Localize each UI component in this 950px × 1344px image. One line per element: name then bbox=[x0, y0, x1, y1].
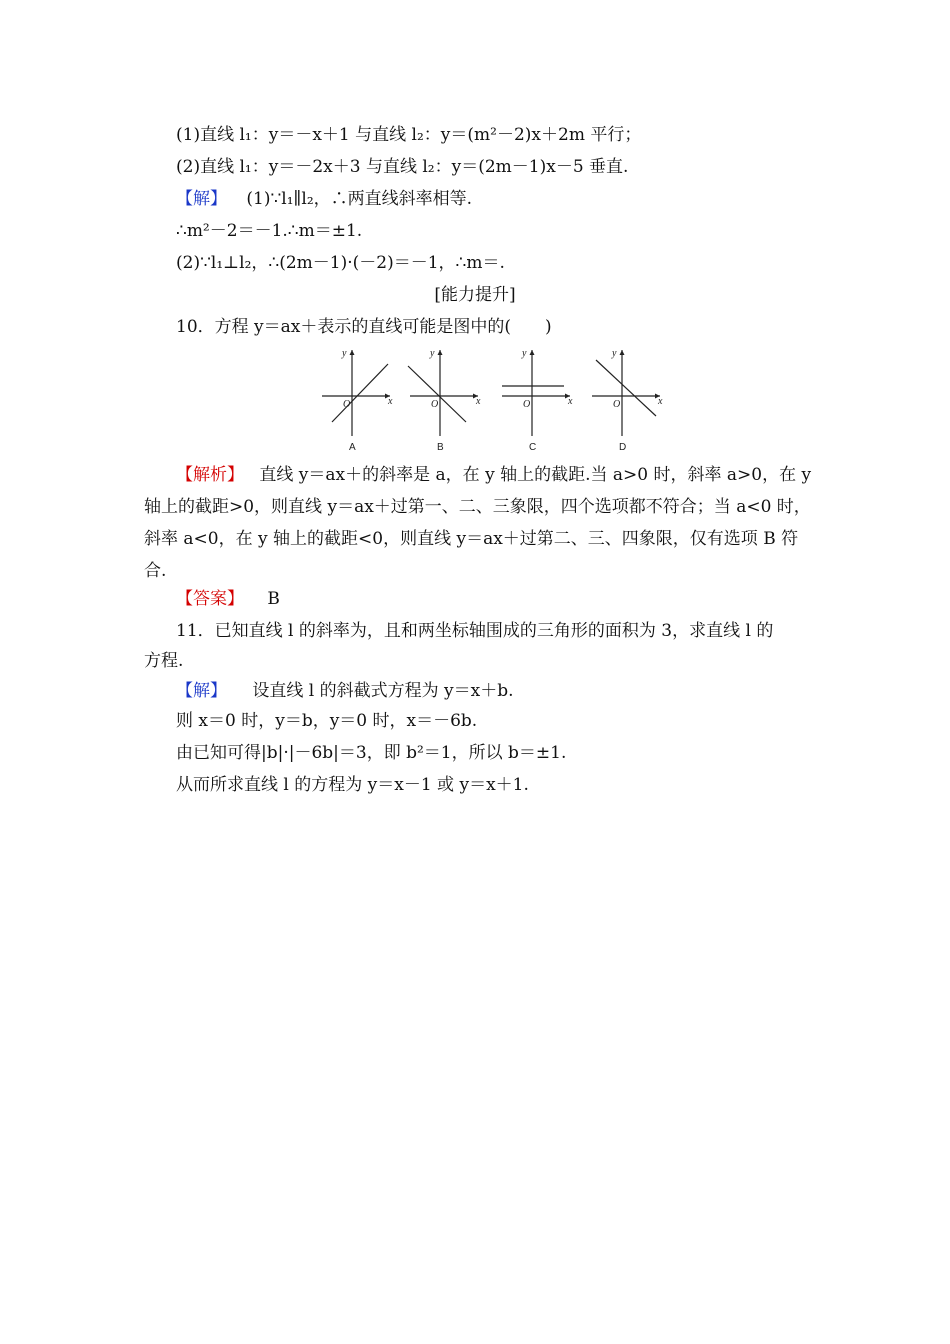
q10-stem: 10．方程 y＝ax＋表示的直线可能是图中的( ) bbox=[176, 317, 552, 337]
y-arrow-icon bbox=[350, 350, 355, 355]
y-arrow-icon bbox=[620, 350, 625, 355]
q11-solution-line-1 bbox=[176, 678, 514, 704]
y-label: y bbox=[522, 348, 527, 359]
origin-label: O bbox=[523, 399, 531, 410]
y-arrow-icon bbox=[530, 350, 535, 355]
panel-caption: D bbox=[619, 442, 627, 453]
answer-value: B bbox=[267, 589, 280, 609]
panel-caption: A bbox=[349, 442, 356, 453]
q10-figure bbox=[318, 344, 670, 456]
q10-answer bbox=[176, 586, 280, 612]
q11-solution-line-4: 从而所求直线 l 的方程为 y＝x－1 或 y＝x＋1. bbox=[176, 775, 529, 795]
q10-analysis-line-3: 斜率 a<0，在 y 轴上的截距<0，则直线 y＝ax＋过第二、三、四象限，仅有选项 B 符 bbox=[144, 529, 799, 549]
origin-label: O bbox=[343, 399, 351, 410]
section-title: [能力提升] bbox=[434, 285, 516, 305]
q9-solution-line-1 bbox=[176, 186, 472, 212]
x-label: x bbox=[388, 396, 393, 407]
q11-stem-1: 11．已知直线 l 的斜率为，且和两坐标轴围成的三角形的面积为 3，求直线 l 的 bbox=[176, 621, 774, 641]
graph-panel-d bbox=[588, 344, 668, 456]
q11-stem-2: 方程. bbox=[144, 651, 184, 671]
analysis-tag: 【解析】 bbox=[176, 465, 244, 485]
solution-tag: 【解】 bbox=[176, 189, 227, 209]
graph-line bbox=[332, 364, 388, 422]
graph-line bbox=[408, 366, 466, 422]
graph-panel-c bbox=[498, 344, 578, 456]
origin-label: O bbox=[613, 399, 621, 410]
q10-analysis-text-1: 直线 y＝ax＋的斜率是 a，在 y 轴上的截距.当 a>0 时，斜率 a>0，在 y bbox=[259, 465, 812, 485]
x-label: x bbox=[658, 396, 663, 407]
q10-analysis-line-4: 合. bbox=[144, 561, 167, 581]
y-arrow-icon bbox=[438, 350, 443, 355]
y-label: y bbox=[612, 348, 617, 359]
q9-solution-line-3: (2)∵l₁⊥l₂，∴(2m－1)·(－2)＝－1，∴m＝. bbox=[176, 253, 505, 273]
q9-solution-line-2: ∴m²－2＝－1.∴m＝±1. bbox=[176, 221, 363, 241]
origin-label: O bbox=[431, 399, 439, 410]
solution-tag: 【解】 bbox=[176, 681, 227, 701]
y-label: y bbox=[342, 348, 347, 359]
q11-solution-line-2: 则 x＝0 时，y＝b，y＝0 时，x＝－6b. bbox=[176, 711, 478, 731]
q9-condition-2: (2)直线 l₁：y＝－2x＋3 与直线 l₂：y＝(2m－1)x－5 垂直. bbox=[176, 157, 629, 177]
graph-line bbox=[596, 360, 656, 416]
q11-solution-line-3: 由已知可得|b|·|－6b|＝3，即 b²＝1，所以 b＝±1. bbox=[176, 743, 567, 763]
q11-solution-text-1: 设直线 l 的斜截式方程为 y＝x＋b. bbox=[252, 681, 514, 701]
x-label: x bbox=[568, 396, 573, 407]
graph-panel-a bbox=[318, 344, 398, 456]
graph-panel-b bbox=[406, 344, 486, 456]
x-label: x bbox=[476, 396, 481, 407]
y-label: y bbox=[430, 348, 435, 359]
answer-tag: 【答案】 bbox=[176, 589, 244, 609]
q10-analysis-line-2: 轴上的截距>0，则直线 y＝ax＋过第一、二、三象限，四个选项都不符合；当 a<0 时， bbox=[144, 497, 811, 517]
panel-caption: C bbox=[529, 442, 537, 453]
q9-condition-1: (1)直线 l₁：y＝－x＋1 与直线 l₂：y＝(m²－2)x＋2m 平行； bbox=[176, 125, 642, 145]
q9-solution-text-1: (1)∵l₁∥l₂，∴两直线斜率相等. bbox=[246, 189, 473, 209]
panel-caption: B bbox=[437, 442, 444, 453]
q10-analysis-line-1 bbox=[176, 462, 811, 488]
